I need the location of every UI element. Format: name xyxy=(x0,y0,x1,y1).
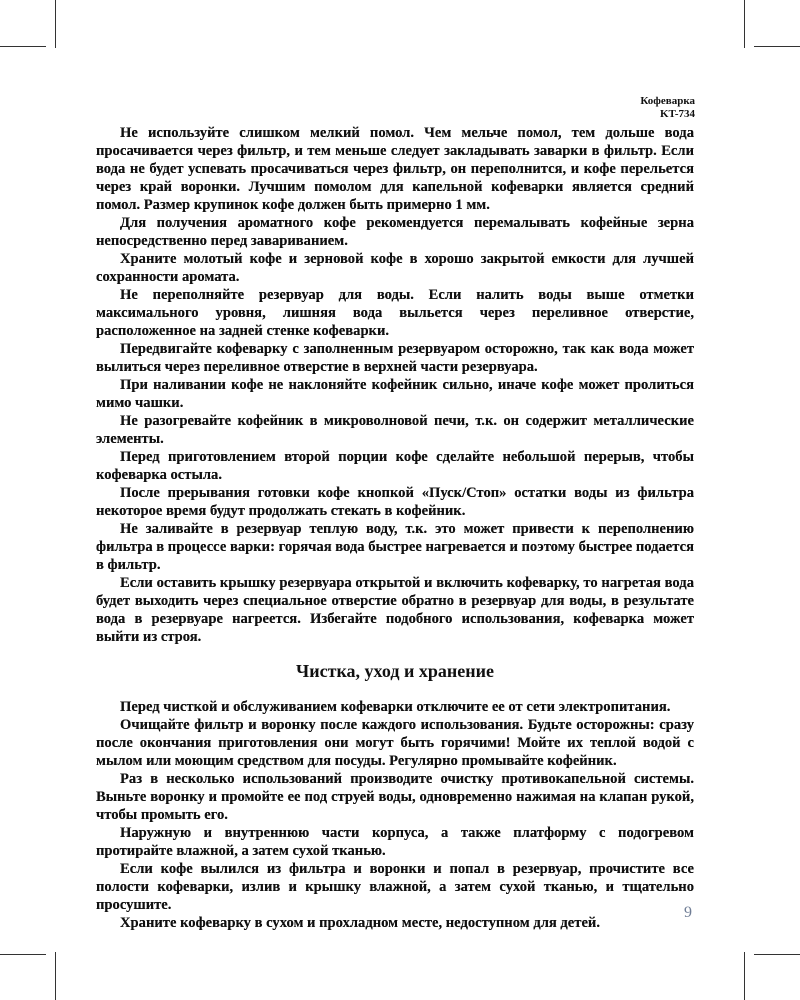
running-header xyxy=(640,95,695,121)
paragraph: После прерывания готовки кофе кнопкой «Пуск/Стоп» остатки воды из фильтра некоторое время будут продолжать стекать в кофейник. xyxy=(96,485,694,519)
cleaning-section xyxy=(96,698,694,932)
page-number: 9 xyxy=(684,904,692,921)
paragraph: Не используйте слишком мелкий помол. Чем мельче помол, тем дольше вода просачивается через фильтр, и тем меньше следует закладывать заварки в фильтр. Если вода не будет успевать просачиваться через фильтр, он переполнится, и кофе перельется через край воронки. Лучшим помолом для капельной кофеварки является средний помол. Размер крупинок кофе должен быть примерно 1 мм. xyxy=(96,125,694,213)
paragraph: Храните кофеварку в сухом и прохладном месте, недоступном для детей. xyxy=(120,915,600,931)
paragraph: При наливании кофе не наклоняйте кофейник сильно, иначе кофе может пролиться мимо чашки. xyxy=(96,377,694,411)
crop-mark-bottom-left xyxy=(55,952,56,1000)
paragraph: Не переполняйте резервуар для воды. Если налить воды выше отметки максимального уровня, лишняя вода выльется через переливное отверстие, расположенное на задней стенке кофеварки. xyxy=(96,287,694,339)
paragraph: Раз в несколько использований производите очистку противокапельной системы. Выньте воронку и промойте ее под струей воды, одновременно нажимая на клапан рукой, чтобы промыть его. xyxy=(96,771,694,823)
crop-mark-top-left xyxy=(55,0,56,48)
crop-mark-bottom-left-h xyxy=(0,954,46,955)
paragraph: Если кофе вылился из фильтра и воронки и попал в резервуар, прочистите все полости кофеварки, излив и крышку влажной, а затем сухой тканью, и тщательно просушите. xyxy=(96,861,694,913)
section-title: Чистка, уход и хранение xyxy=(296,661,494,681)
crop-mark-top-right-h xyxy=(754,46,800,47)
paragraph: Храните молотый кофе и зерновой кофе в хорошо закрытой емкости для лучшей сохранности аромата. xyxy=(96,251,694,285)
paragraph: Не разогревайте кофейник в микроволновой печи, т.к. он содержит металлические элементы. xyxy=(96,413,694,447)
paragraph: Очищайте фильтр и воронку после каждого использования. Будьте осторожны: сразу после окончания приготовления они могут быть горячими! Мойте их теплой водой с мылом или моющим средством для посуды. Регулярно промывайте кофейник. xyxy=(96,717,694,769)
tips-section xyxy=(96,124,694,646)
header-model: KT-734 xyxy=(659,108,695,120)
header-product: Кофеварка xyxy=(640,95,695,107)
paragraph: Перед чисткой и обслуживанием кофеварки отключите ее от сети электропитания. xyxy=(120,699,671,715)
paragraph: Передвигайте кофеварку с заполненным резервуаром осторожно, так как вода может вылиться через переливное отверстие в верхней части резервуара. xyxy=(96,341,694,375)
paragraph: Наружную и внутреннюю части корпуса, а также платформу с подогревом протирайте влажной, а затем сухой тканью. xyxy=(96,825,694,859)
paragraph: Перед приготовлением второй порции кофе сделайте небольшой перерыв, чтобы кофеварка остыла. xyxy=(96,449,694,483)
crop-mark-bottom-right-h xyxy=(754,954,800,955)
crop-mark-top-right xyxy=(744,0,745,48)
paragraph: Для получения ароматного кофе рекомендуется перемалывать кофейные зерна непосредственно перед завариванием. xyxy=(96,215,694,249)
crop-mark-bottom-right xyxy=(744,952,745,1000)
crop-mark-top-left-h xyxy=(0,46,46,47)
paragraph: Если оставить крышку резервуара открытой и включить кофеварку, то нагретая вода будет выходить через специальное отверстие обратно в резервуар для воды, в результате вода в резервуаре нагреется. Избегайте подобного использования, кофеварка может выйти из строя. xyxy=(96,575,694,645)
paragraph: Не заливайте в резервуар теплую воду, т.к. это может привести к переполнению фильтра в процессе варки: горячая вода быстрее нагревается и поэтому быстрее подается в фильтр. xyxy=(96,521,694,573)
